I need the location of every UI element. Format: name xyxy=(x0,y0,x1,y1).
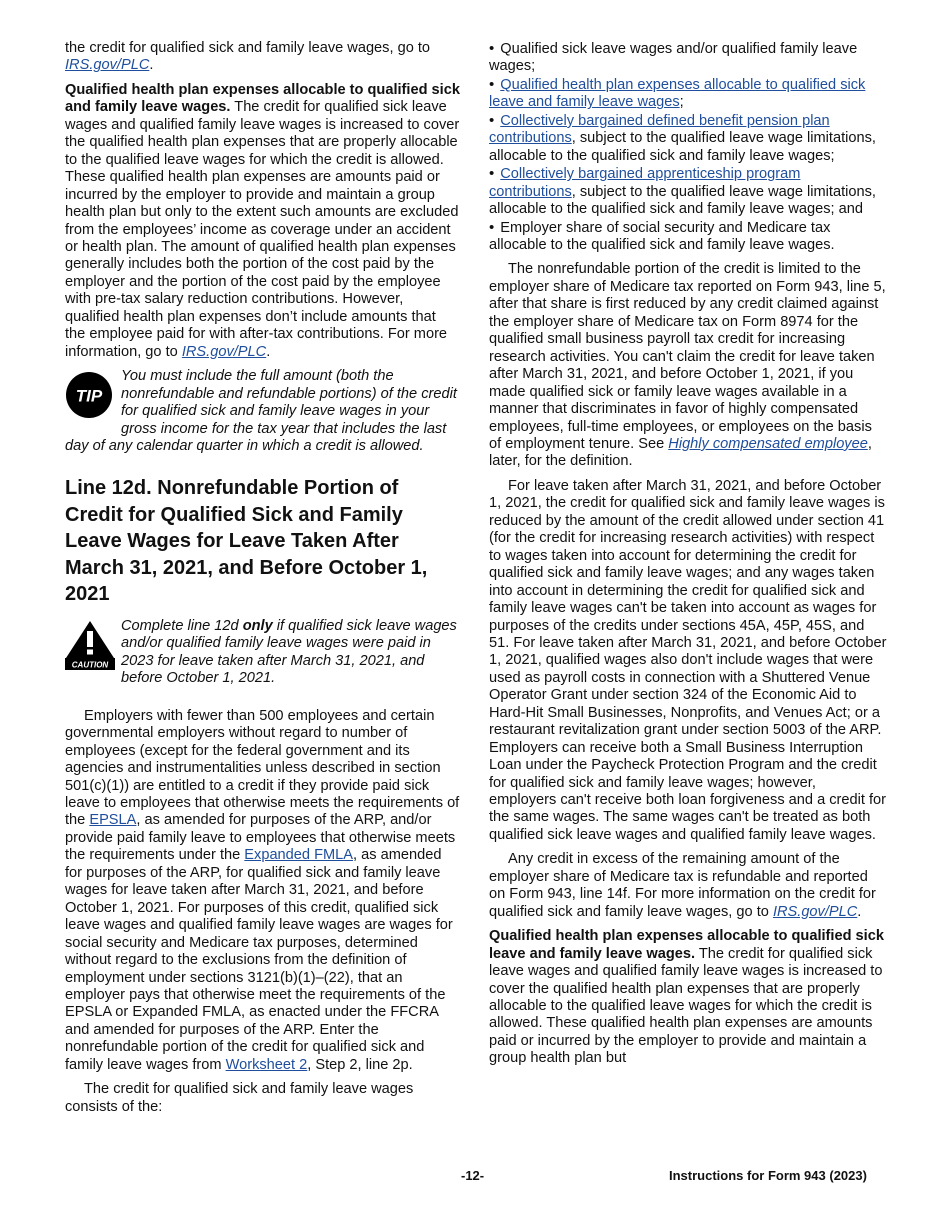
emp-text-2: , as amended for purposes of the ARP, and/or provide paid family leave to employees that otherwise meets the requirements under the xyxy=(65,812,456,864)
irs-plc-link-2[interactable]: IRS.gov/PLC xyxy=(181,343,267,360)
tip-note xyxy=(65,368,460,455)
epsla-link[interactable]: EPSLA xyxy=(89,812,137,829)
excess-period: . xyxy=(857,903,862,920)
emp-text-3: , as amended for purposes of the ARP, for qualified sick and family leave wages for leave taken after March 31, 2021, and before October 1, 2021. For purposes of this credit, qualified sick leave wages and qualified family leave wages are wages for social security and Medicare tax purposes, determined without regard to the exclusions from the definition of employment under sections 3121(b)(1)–(22), that an employer pays that otherwise meet the requirements of the EPSLA or Expanded FMLA, as enacted under the FFCRA and amended for purposes of the ARP. Enter the nonrefundable portion of the credit for qualified sick and family leave wages from xyxy=(65,847,453,1073)
qhp-paragraph-left xyxy=(65,82,460,361)
irs-plc-link[interactable]: IRS.gov/PLC xyxy=(65,57,150,74)
excess-text: Any credit in excess of the remaining amount of the employer share of Medicare tax is refundable and reported on Form 943, line 14f. For more information on the credit for qualified sick and family leave wages, go to xyxy=(489,851,876,920)
tip-text: You must include the full amount (both the nonrefundable and refundable portions) of the credit for qualified sick and family leave wages in your gross income for the tax year that includes the last day of any calendar quarter in which a credit is allowed. xyxy=(65,368,457,454)
nonrefundable-paragraph xyxy=(489,261,887,470)
bullet-item xyxy=(489,76,887,112)
intro-paragraph xyxy=(65,40,460,75)
qhp-text-right: The credit for qualified sick leave wages and qualified family leave wages is increased to cover the qualified health plan expenses that are properly allocable to the qualified leave wages for which the credit is allowed. These qualified health plan expenses are amounts paid or incurred by the employer to provide and maintain a group health plan but xyxy=(489,945,883,1067)
bullet-item xyxy=(489,112,887,165)
worksheet-2-link[interactable]: Worksheet 2 xyxy=(225,1056,308,1073)
qhp-heading-right: Qualified health plan expenses allocable to qualified sick leave and family leave wages. xyxy=(489,928,884,962)
excess-paragraph xyxy=(489,851,887,921)
bullet-1-text: Qualified sick leave wages and/or qualified family leave wages; xyxy=(489,41,858,75)
employers-paragraph xyxy=(65,708,460,1075)
bullet-item xyxy=(489,165,887,218)
emp-text-1: Employers with fewer than 500 employees and certain governmental employers without regard to number of employees (except for the federal government and its agencies and instrumentalities unless described in section 501(c)(1)) are entitled to a credit if they provide paid sick leave to employees that otherwise meets the requirements of the xyxy=(65,707,460,829)
irs-plc-link-3[interactable]: IRS.gov/PLC xyxy=(772,903,858,920)
left-column xyxy=(65,40,460,1123)
tip-icon xyxy=(65,371,115,421)
qhp-heading-left: Qualified health plan expenses allocable to qualified sick and family leave wages. xyxy=(65,81,460,116)
bullet-item xyxy=(489,219,887,255)
bullet-dot: • xyxy=(489,75,495,93)
bullet-dot: • xyxy=(489,165,495,183)
pension-plan-link[interactable]: Collectively bargained defined benefit pension plan contributions xyxy=(489,112,830,147)
caution-note xyxy=(65,618,460,688)
bullet-4-post: , subject to the qualified leave wage limitations, allocable to the qualified sick and family leave wages; and xyxy=(489,183,876,218)
page-number: -12- xyxy=(461,1168,485,1183)
qhp-paragraph-right xyxy=(489,928,887,1068)
leave-paragraph: For leave taken after March 31, 2021, and before October 1, 2021, the credit for qualified sick and family leave wages is reduced by the amount of the credit allowed under section 41 (for the credit for increasing research activities) with respect to wages taken into account for determining the credit for qualified sick and family leave wages; and any wages taken into account in determining the credit for qualified sick and family leave wages can't be taken into account as wages for purposes of the credits under sections 45A, 45P, 45S, and 51. For leave taken after March 31, 2021, and before October 1, 2021, qualified wages also don't include wages that were used as payroll costs in connection with a Shuttered Venue Operator Grant under section 324 of the Economic Aid to Hard-Hit Small Businesses, Nonprofits, and Venues Act; or a restaurant revitalization grant under section 5003 of the ARP. Employers can receive both a Small Business Interruption Loan under the Paycheck Protection Program and the credit for qualified sick and family leave wages; however, employers can't receive both loan forgiveness and a credit for the same wages. The same wages can't be treated as both qualified sick leave wages and qualified family leave wages. xyxy=(489,477,887,843)
intro-text: the credit for qualified sick and family leave wages, go to xyxy=(65,40,431,56)
right-column xyxy=(489,40,887,1075)
bullet-2-post: ; xyxy=(679,94,684,111)
qhp-allocable-link[interactable]: Qualified health plan expenses allocable to qualified sick leave and family leave wages xyxy=(489,76,866,111)
nonref-text: The nonrefundable portion of the credit is limited to the employer share of Medicare tax reported on Form 943, line 5, after that share is first reduced by any credit claimed against the employer share of Medicare tax on Form 8974 for the qualified small business payroll tax credit for increasing research activities. You can't claim the credit for leave taken after March 31, 2021, and before October 1, 2021, if you made qualified sick or family leave wages available in a manner that discriminates in favor of highly compensated employees, full-time employees, or employees on the basis of employment tenure. See xyxy=(489,261,886,452)
caution-icon xyxy=(65,620,115,672)
bullet-item xyxy=(489,40,887,76)
expanded-fmla-link[interactable]: Expanded FMLA xyxy=(244,847,354,864)
bullet-dot: • xyxy=(489,111,495,129)
highly-compensated-link[interactable]: Highly compensated employee xyxy=(668,435,868,452)
apprenticeship-link[interactable]: Collectively bargained apprenticeship program contributions xyxy=(489,166,801,200)
form-title: Instructions for Form 943 (2023) xyxy=(669,1168,867,1183)
bullet-dot: • xyxy=(489,218,495,236)
caution-only: only xyxy=(242,617,273,634)
caution-label: CAUTION xyxy=(71,660,109,670)
qhp-period: . xyxy=(266,343,271,360)
caution-text-2: if qualified sick leave wages and/or qualified family leave wages were paid in 2023 for leave taken after March 31, 2021, and before October 1, 2021. xyxy=(121,617,457,687)
emp-text-4: , Step 2, line 2p. xyxy=(307,1056,413,1073)
nonref-post: , later, for the definition. xyxy=(489,435,872,470)
bullet-dot: • xyxy=(489,40,495,57)
bullet-5-text: Employer share of social security and Medicare tax allocable to the qualified sick and family leave wages. xyxy=(489,219,835,253)
bullet-3-post: , subject to the qualified leave wage limitations, allocable to the qualified sick and family leave wages; xyxy=(489,130,876,164)
consists-paragraph: The credit for qualified sick and family leave wages consists of the: xyxy=(65,1081,414,1115)
tip-label: TIP xyxy=(75,386,103,406)
caution-text-1: Complete line 12d xyxy=(121,617,243,634)
intro-period: . xyxy=(149,57,154,74)
section-heading: Line 12d. Nonrefundable Portion of Credit for Qualified Sick and Family Leave Wages for Leave Taken After March 31, 2021, and Before October 1, 2021 xyxy=(65,477,428,606)
qhp-text-left: The credit for qualified sick leave wages and qualified family leave wages is increased to cover the qualified health plan expenses that are properly allocable to the qualified leave wages for which the credit is allowed. These qualified health plan expenses are amounts paid or incurred by the employer to provide and maintain a group health plan but only to the extent such amounts are excluded from the employees’ income as coverage under an accident or health plan. The amount of qualified health plan expenses generally includes both the portion of the cost paid by the employer and the portion of the cost paid by the employee with pre-tax salary reduction contributions. However, qualified health plan expenses don’t include amounts that the employee paid for with after-tax contributions. For more information, go to xyxy=(65,99,460,360)
